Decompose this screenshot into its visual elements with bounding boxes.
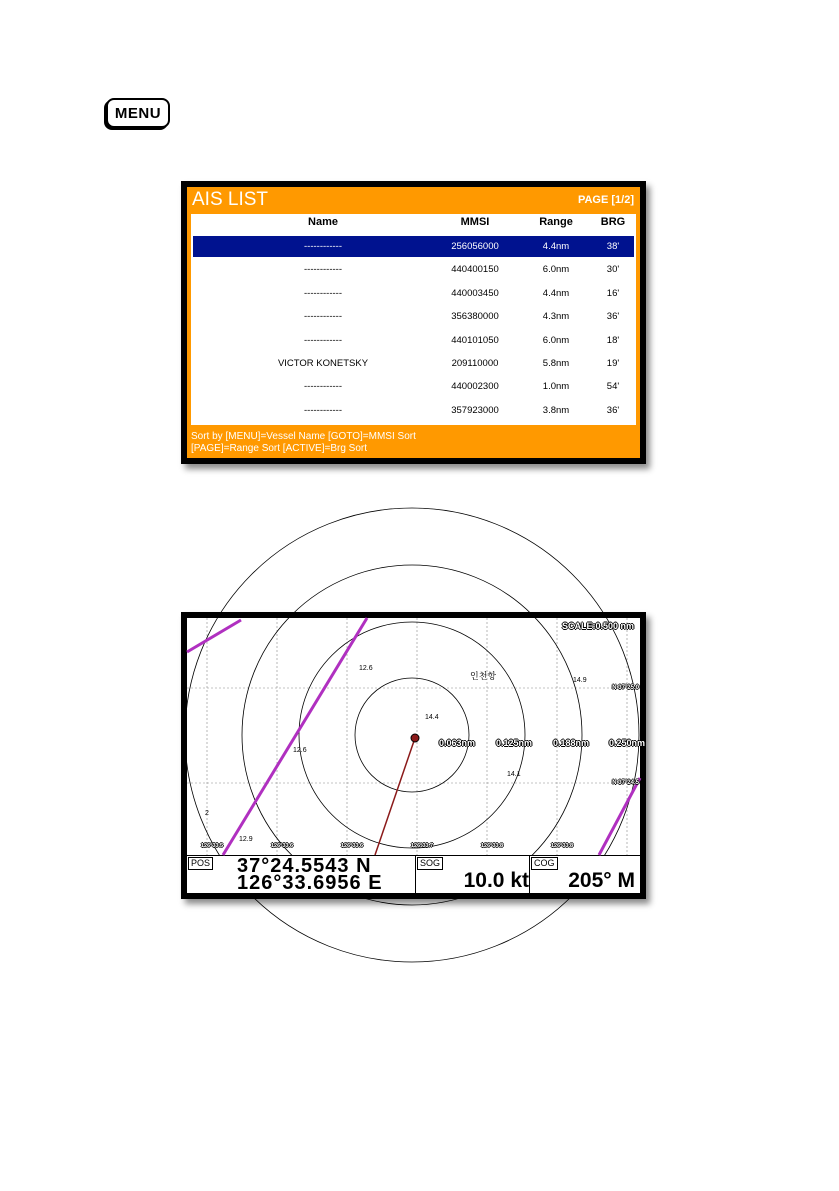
bearing-value: 54' bbox=[606, 381, 620, 393]
column-header-range[interactable]: Range bbox=[539, 216, 573, 228]
vessel-name: ------------ bbox=[304, 264, 342, 276]
mmsi-value: 440003450 bbox=[451, 287, 499, 299]
ais-list-title: AIS LIST bbox=[192, 189, 269, 210]
longitude-label: 126°33.7 bbox=[411, 843, 434, 849]
range-value: 6.0nm bbox=[542, 334, 570, 346]
sog-readout: 10.0 kt bbox=[463, 869, 529, 892]
column-header-name[interactable]: Name bbox=[308, 216, 338, 228]
range-value: 4.3nm bbox=[542, 311, 570, 323]
place-name: 인천항 bbox=[470, 671, 497, 681]
latitude-readout: 37°24.5543 N bbox=[237, 855, 372, 877]
bearing-value: 16' bbox=[606, 287, 620, 299]
vessel-name: ------------ bbox=[304, 287, 342, 299]
depth-sounding: 12.9 bbox=[239, 836, 253, 843]
table-row[interactable] bbox=[193, 259, 634, 280]
chart-graphics bbox=[187, 618, 640, 855]
mmsi-value: 356380000 bbox=[451, 311, 499, 323]
vessel-name: VICTOR KONETSKY bbox=[277, 358, 369, 369]
longitude-label: 126°33.5 bbox=[201, 843, 224, 849]
column-header-mmsi[interactable]: MMSI bbox=[460, 216, 490, 228]
sog-tag: SOG bbox=[417, 857, 443, 870]
chart-map[interactable] bbox=[187, 618, 646, 855]
mmsi-value: 357923000 bbox=[451, 404, 499, 416]
latitude-label: N 37°25.0 bbox=[612, 685, 639, 691]
divider bbox=[529, 856, 530, 893]
table-row[interactable] bbox=[193, 376, 634, 397]
chart-plotter-screen bbox=[181, 612, 646, 899]
depth-sounding: 14.9 bbox=[573, 677, 587, 684]
ais-list-panel bbox=[187, 187, 640, 458]
vessel-name: ------------ bbox=[304, 334, 342, 346]
vessel-name: ------------ bbox=[304, 381, 342, 393]
latitude-label: N 37°24.5 bbox=[612, 780, 639, 786]
sort-help-line-2: [PAGE]=Range Sort [ACTIVE]=Brg Sort bbox=[191, 443, 368, 454]
vessel-name: ------------ bbox=[304, 311, 342, 323]
longitude-label: 126°33.6 bbox=[341, 843, 364, 849]
depth-sounding: 14.4 bbox=[425, 714, 439, 721]
mmsi-value: 440002300 bbox=[451, 381, 499, 393]
mmsi-value: 209110000 bbox=[451, 358, 499, 369]
range-value: 5.8nm bbox=[542, 358, 570, 369]
sort-help bbox=[191, 431, 416, 455]
vessel-name: ------------ bbox=[304, 241, 342, 252]
heading-line bbox=[375, 738, 415, 855]
range-ring-label: 0.125nm bbox=[496, 738, 533, 748]
range-value: 6.0nm bbox=[542, 264, 570, 276]
longitude-readout: 126°33.6956 E bbox=[237, 872, 383, 894]
bearing-value: 36' bbox=[606, 404, 620, 416]
table-row[interactable] bbox=[193, 236, 634, 257]
ais-list-screen bbox=[181, 181, 646, 464]
divider bbox=[415, 856, 416, 893]
mmsi-value: 256056000 bbox=[451, 241, 499, 252]
table-row[interactable] bbox=[193, 283, 634, 304]
sort-help-line-1: Sort by [MENU]=Vessel Name [GOTO]=MMSI Sort bbox=[191, 431, 416, 442]
range-ring-label: 0.063nm bbox=[439, 738, 476, 748]
cog-readout: 205° M bbox=[568, 869, 635, 892]
longitude-label: 126°33.6 bbox=[271, 843, 294, 849]
range-value: 3.8nm bbox=[542, 404, 570, 416]
menu-key: MENU bbox=[106, 98, 170, 128]
table-row[interactable] bbox=[193, 400, 634, 421]
bearing-value: 36' bbox=[606, 311, 620, 323]
bearing-value: 18' bbox=[606, 334, 620, 346]
depth-sounding: 2 bbox=[205, 810, 209, 817]
range-ring-label: 0.250nm bbox=[609, 738, 646, 748]
table-row[interactable] bbox=[193, 306, 634, 327]
depth-sounding: 12.6 bbox=[359, 665, 373, 672]
column-header-brg[interactable]: BRG bbox=[600, 216, 626, 228]
pos-tag: POS bbox=[188, 857, 213, 870]
table-row[interactable] bbox=[193, 353, 634, 374]
mmsi-value: 440400150 bbox=[451, 264, 499, 276]
longitude-label: 126°33.8 bbox=[551, 843, 574, 849]
range-value: 1.0nm bbox=[542, 381, 570, 393]
vessel-name: ------------ bbox=[304, 404, 342, 416]
range-ring-label: 0.188nm bbox=[553, 738, 590, 748]
range-value: 4.4nm bbox=[542, 287, 570, 299]
longitude-label: 126°33.8 bbox=[481, 843, 504, 849]
cog-tag: COG bbox=[531, 857, 558, 870]
mmsi-value: 440101050 bbox=[451, 334, 499, 346]
table-row[interactable] bbox=[193, 330, 634, 351]
status-bar bbox=[187, 856, 640, 893]
bearing-value: 30' bbox=[606, 264, 620, 276]
depth-sounding: 12.6 bbox=[293, 747, 307, 754]
bearing-value: 19' bbox=[606, 358, 620, 369]
bearing-value: 38' bbox=[606, 241, 620, 252]
depth-sounding: 14.1 bbox=[507, 771, 521, 778]
own-ship-icon[interactable] bbox=[411, 734, 419, 742]
chart-scale[interactable]: SCALE:0.500 nm bbox=[561, 621, 634, 631]
range-value: 4.4nm bbox=[542, 241, 570, 252]
page-indicator: PAGE [1/2] bbox=[577, 194, 634, 206]
ais-list-table bbox=[191, 214, 636, 425]
